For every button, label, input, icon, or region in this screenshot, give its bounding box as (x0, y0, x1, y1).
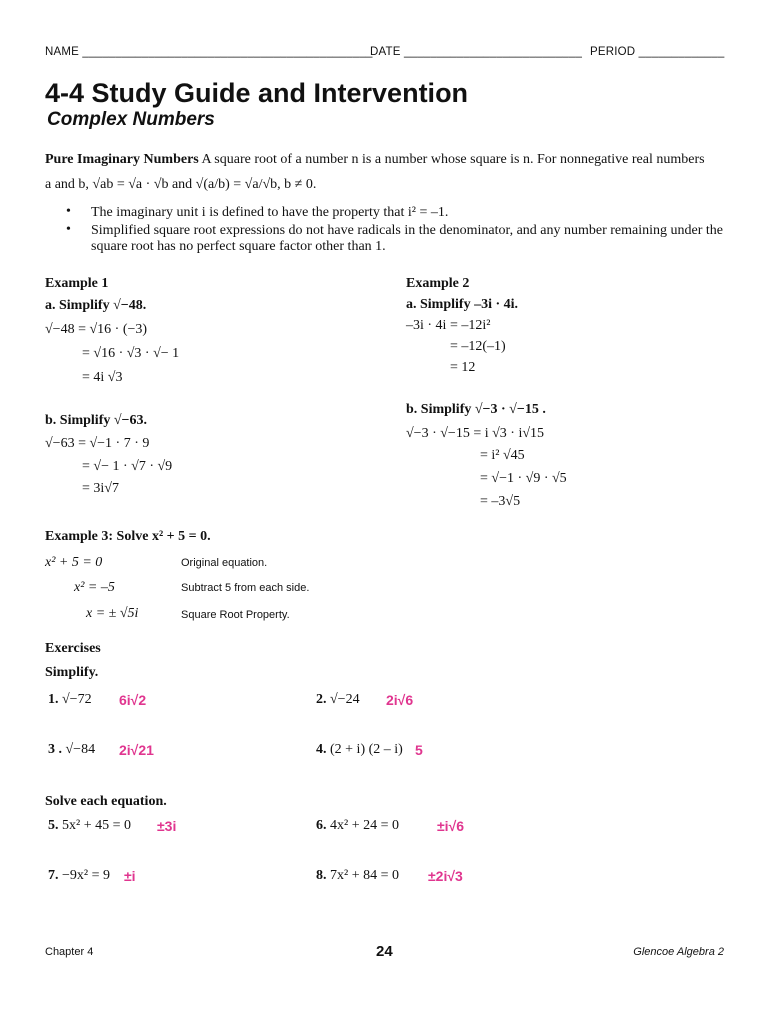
example-2b-step: √−3 · √−15 = i √3 · i√15 (406, 426, 545, 441)
exercise-number: 5. (48, 818, 59, 833)
exercise-6 (316, 818, 399, 834)
exercise-answer: 6i√2 (119, 692, 147, 708)
example-2a-step: –3i · 4i = –12i² (406, 318, 491, 333)
exercise-number: 8. (316, 868, 327, 883)
exercise-problem: √−24 (330, 692, 360, 707)
example-2b-prompt: b. Simplify √−3 · √−15 . (406, 402, 546, 417)
solve-label: Solve each equation. (45, 794, 167, 809)
period-field-label: PERIOD _____________ (590, 46, 725, 58)
exercises-heading: Exercises (45, 641, 101, 656)
exercise-number: 2. (316, 692, 327, 707)
example-1a-step: √−48 = √16 · (−3) (45, 322, 148, 337)
example-1a-prompt: a. Simplify √−48. (45, 298, 147, 313)
example-2b-step: = –3√5 (480, 494, 521, 509)
exercise-number: 4. (316, 742, 327, 757)
example-2a-step: = –12(–1) (450, 339, 506, 354)
exercise-problem: (2 + i) (2 – i) (330, 742, 403, 757)
bullet-2-line-1: Simplified square root expressions do not have radicals in the denominator, and any number remaining under the (91, 223, 723, 238)
example-1a-step: = √16 · √3 · √− 1 (82, 346, 180, 361)
page-title: 4-4 Study Guide and Intervention (45, 78, 469, 108)
intro-heading: Pure Imaginary Numbers (45, 152, 199, 167)
exercise-1 (48, 692, 92, 708)
example-3-heading: Example 3: Solve x² + 5 = 0. (45, 529, 211, 544)
exercise-answer: ±2i√3 (428, 868, 463, 884)
exercise-number: 6. (316, 818, 327, 833)
exercise-answer: 2i√21 (119, 742, 154, 758)
exercise-number: 7. (48, 868, 59, 883)
example-1a-step: = 4i √3 (82, 370, 123, 385)
page-subtitle: Complex Numbers (47, 109, 215, 130)
example-3-note: Subtract 5 from each side. (181, 582, 310, 594)
simplify-label: Simplify. (45, 665, 99, 680)
exercise-answer: ±3i (157, 818, 177, 834)
footer-page-number: 24 (376, 943, 393, 960)
example-2a-step: = 12 (450, 360, 476, 375)
bullet-dot: • (66, 222, 71, 237)
exercise-3 (48, 742, 95, 758)
date-field-label: DATE ___________________________ (370, 46, 583, 58)
example-1-heading: Example 1 (45, 276, 109, 291)
exercise-answer: ±i√6 (437, 818, 465, 834)
intro-text: A square root of a number n is a number whose square is n. For nonnegative real numbers (198, 152, 705, 167)
example-2b-step: = i² √45 (480, 448, 525, 463)
example-3-note: Square Root Property. (181, 609, 290, 621)
footer-chapter: Chapter 4 (45, 946, 94, 958)
exercise-2 (316, 692, 360, 708)
exercise-problem: √−72 (62, 692, 92, 707)
exercise-problem: 7x² + 84 = 0 (330, 868, 399, 883)
exercise-problem: 4x² + 24 = 0 (330, 818, 399, 833)
name-field-label: NAME ____________________________________________ (45, 46, 373, 58)
exercise-5 (48, 818, 131, 834)
example-1b-step: = √− 1 · √7 · √9 (82, 459, 173, 474)
exercise-number: 3 . (48, 742, 62, 757)
bullet-dot: • (66, 204, 71, 219)
example-3-equation: x² + 5 = 0 (45, 555, 103, 570)
footer-book-title: Glencoe Algebra 2 (633, 946, 724, 958)
bullet-2-line-2: square root has no perfect square factor other than 1. (91, 239, 386, 254)
example-2b-step: = √−1 · √9 · √5 (480, 471, 567, 486)
example-3-note: Original equation. (181, 557, 268, 569)
exercise-answer: 5 (415, 742, 423, 758)
example-2-heading: Example 2 (406, 276, 470, 291)
exercise-problem: −9x² = 9 (62, 868, 110, 883)
example-1b-step: √−63 = √−1 · 7 · 9 (45, 436, 150, 451)
example-2a-prompt: a. Simplify –3i · 4i. (406, 297, 519, 312)
example-3-equation: x = ± √5i (86, 606, 139, 621)
exercise-8 (316, 868, 399, 884)
intro-line-2: a and b, √ab = √a · √b and √(a/b) = √a/√b, b ≠ 0. (45, 177, 317, 192)
exercise-answer: ±i (124, 868, 136, 884)
example-1b-step: = 3i√7 (82, 481, 119, 496)
bullet-1: The imaginary unit i is defined to have the property that i² = –1. (91, 205, 449, 220)
example-3-equation: x² = –5 (74, 580, 115, 595)
intro-line-1 (45, 151, 705, 168)
example-1b-prompt: b. Simplify √−63. (45, 413, 148, 428)
exercise-number: 1. (48, 692, 59, 707)
exercise-7 (48, 868, 110, 884)
exercise-answer: 2i√6 (386, 692, 414, 708)
exercise-4 (316, 742, 403, 758)
exercise-problem: √−84 (65, 742, 96, 757)
exercise-problem: 5x² + 45 = 0 (62, 818, 131, 833)
